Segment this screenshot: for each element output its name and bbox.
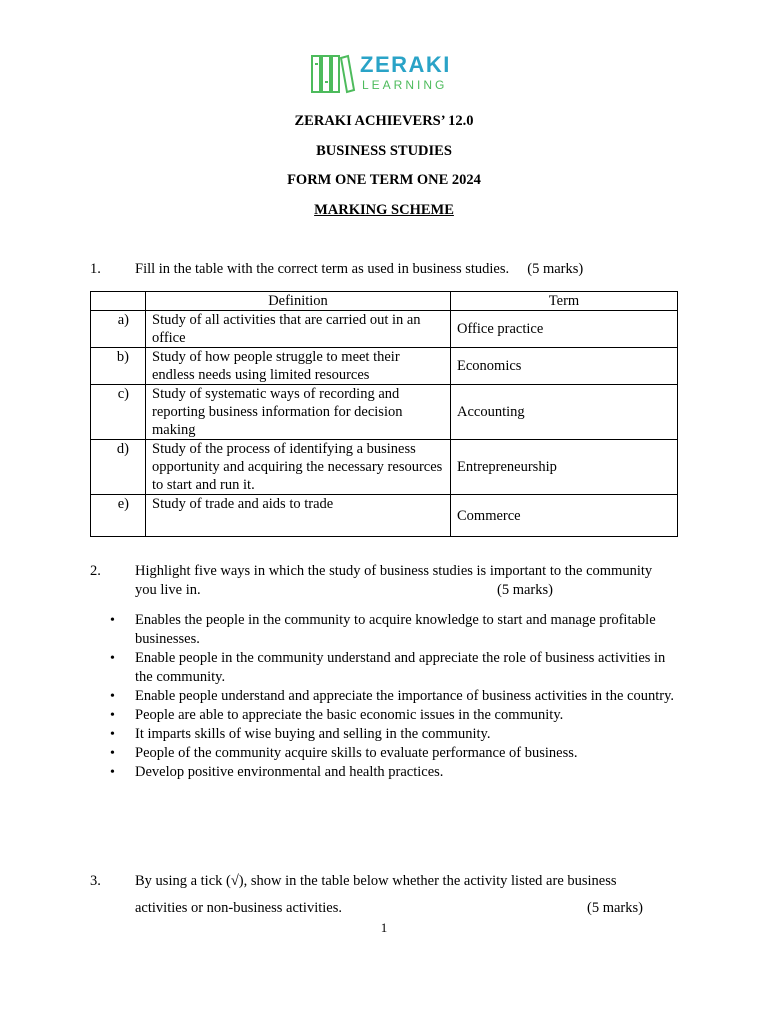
- definitions-table: [90, 291, 678, 537]
- bullet-icon: •: [110, 765, 115, 780]
- row-label: e): [91, 495, 146, 537]
- marking-scheme-title: MARKING SCHEME: [314, 202, 454, 218]
- bullet-icon: •: [110, 689, 115, 704]
- row-label: d): [91, 440, 146, 495]
- exam-title: ZERAKI ACHIEVERS’ 12.0: [294, 113, 474, 129]
- bullet-icon: •: [110, 613, 115, 628]
- list-item-text: Enable people in the community understand and appreciate the role of business activities in the community.: [135, 650, 666, 685]
- table-row: [91, 385, 678, 440]
- header-cell-definition: Definition: [146, 292, 451, 311]
- q2-answers-list: [110, 611, 680, 782]
- bullet-icon: •: [110, 727, 115, 742]
- row-term: Commerce: [451, 495, 678, 537]
- list-item: [110, 744, 680, 763]
- bullet-icon: •: [110, 708, 115, 723]
- bullet-icon: •: [110, 651, 115, 666]
- q3-line2: activities or non-business activities.: [135, 900, 342, 916]
- table-row: [91, 440, 678, 495]
- list-item: [110, 611, 680, 649]
- list-item-text: People are able to appreciate the basic economic issues in the community.: [135, 707, 564, 723]
- list-item-text: It imparts skills of wise buying and selling in the community.: [135, 726, 491, 742]
- list-item: [110, 687, 680, 706]
- row-label: a): [91, 311, 146, 348]
- q2-marks: (5 marks): [497, 582, 553, 598]
- row-definition: Study of the process of identifying a business opportunity and acquiring the necessary resources to start and run it.: [146, 440, 451, 495]
- table-row: [91, 495, 678, 537]
- row-term: Entrepreneurship: [451, 440, 678, 495]
- q2-number: 2.: [90, 563, 101, 579]
- q3-number: 3.: [90, 873, 101, 889]
- logo-subtitle: LEARNING: [362, 78, 448, 92]
- list-item: [110, 725, 680, 744]
- table-row: [91, 311, 678, 348]
- logo-wordmark: ZERAKI: [360, 52, 451, 77]
- subject-title: BUSINESS STUDIES: [316, 143, 452, 159]
- q1-question: Fill in the table with the correct term as used in business studies.: [135, 261, 510, 277]
- row-definition: Study of how people struggle to meet their endless needs using limited resources: [146, 348, 451, 385]
- page-number: 1: [380, 920, 388, 935]
- table-row: [91, 348, 678, 385]
- row-label: b): [91, 348, 146, 385]
- header-cell-term: Term: [451, 292, 678, 311]
- list-item: [110, 763, 680, 782]
- bullet-icon: •: [110, 746, 115, 761]
- q1-marks: (5 marks): [527, 261, 584, 277]
- q2-line1: Highlight five ways in which the study of business studies is important to the community: [135, 563, 653, 579]
- zeraki-logo: [310, 52, 460, 96]
- list-item-text: Develop positive environmental and health practices.: [135, 764, 444, 780]
- row-term: Office practice: [451, 311, 678, 348]
- books-logo-icon: [310, 52, 356, 96]
- row-label: c): [91, 385, 146, 440]
- row-definition: Study of systematic ways of recording and reporting business information for decision making: [146, 385, 451, 440]
- row-term: Accounting: [451, 385, 678, 440]
- table-header-row: [91, 292, 678, 311]
- term-title: FORM ONE TERM ONE 2024: [287, 172, 481, 188]
- list-item-text: People of the community acquire skills to evaluate performance of business.: [135, 745, 578, 761]
- list-item: [110, 706, 680, 725]
- q2-line2: you live in.: [135, 582, 201, 598]
- list-item-text: Enable people understand and appreciate the importance of business activities in the country.: [135, 688, 674, 704]
- row-definition: Study of all activities that are carried out in an office: [146, 311, 451, 348]
- list-item: [110, 649, 680, 687]
- q3-marks: (5 marks): [587, 900, 643, 916]
- row-definition: Study of trade and aids to trade: [146, 495, 451, 537]
- row-term: Economics: [451, 348, 678, 385]
- header-cell-label: [91, 292, 146, 311]
- q3-line1: By using a tick (√), show in the table below whether the activity listed are business: [135, 873, 617, 889]
- q1-number: 1.: [90, 261, 101, 277]
- q1-text: [135, 261, 583, 278]
- list-item-text: Enables the people in the community to acquire knowledge to start and manage profitable businesses.: [135, 612, 656, 647]
